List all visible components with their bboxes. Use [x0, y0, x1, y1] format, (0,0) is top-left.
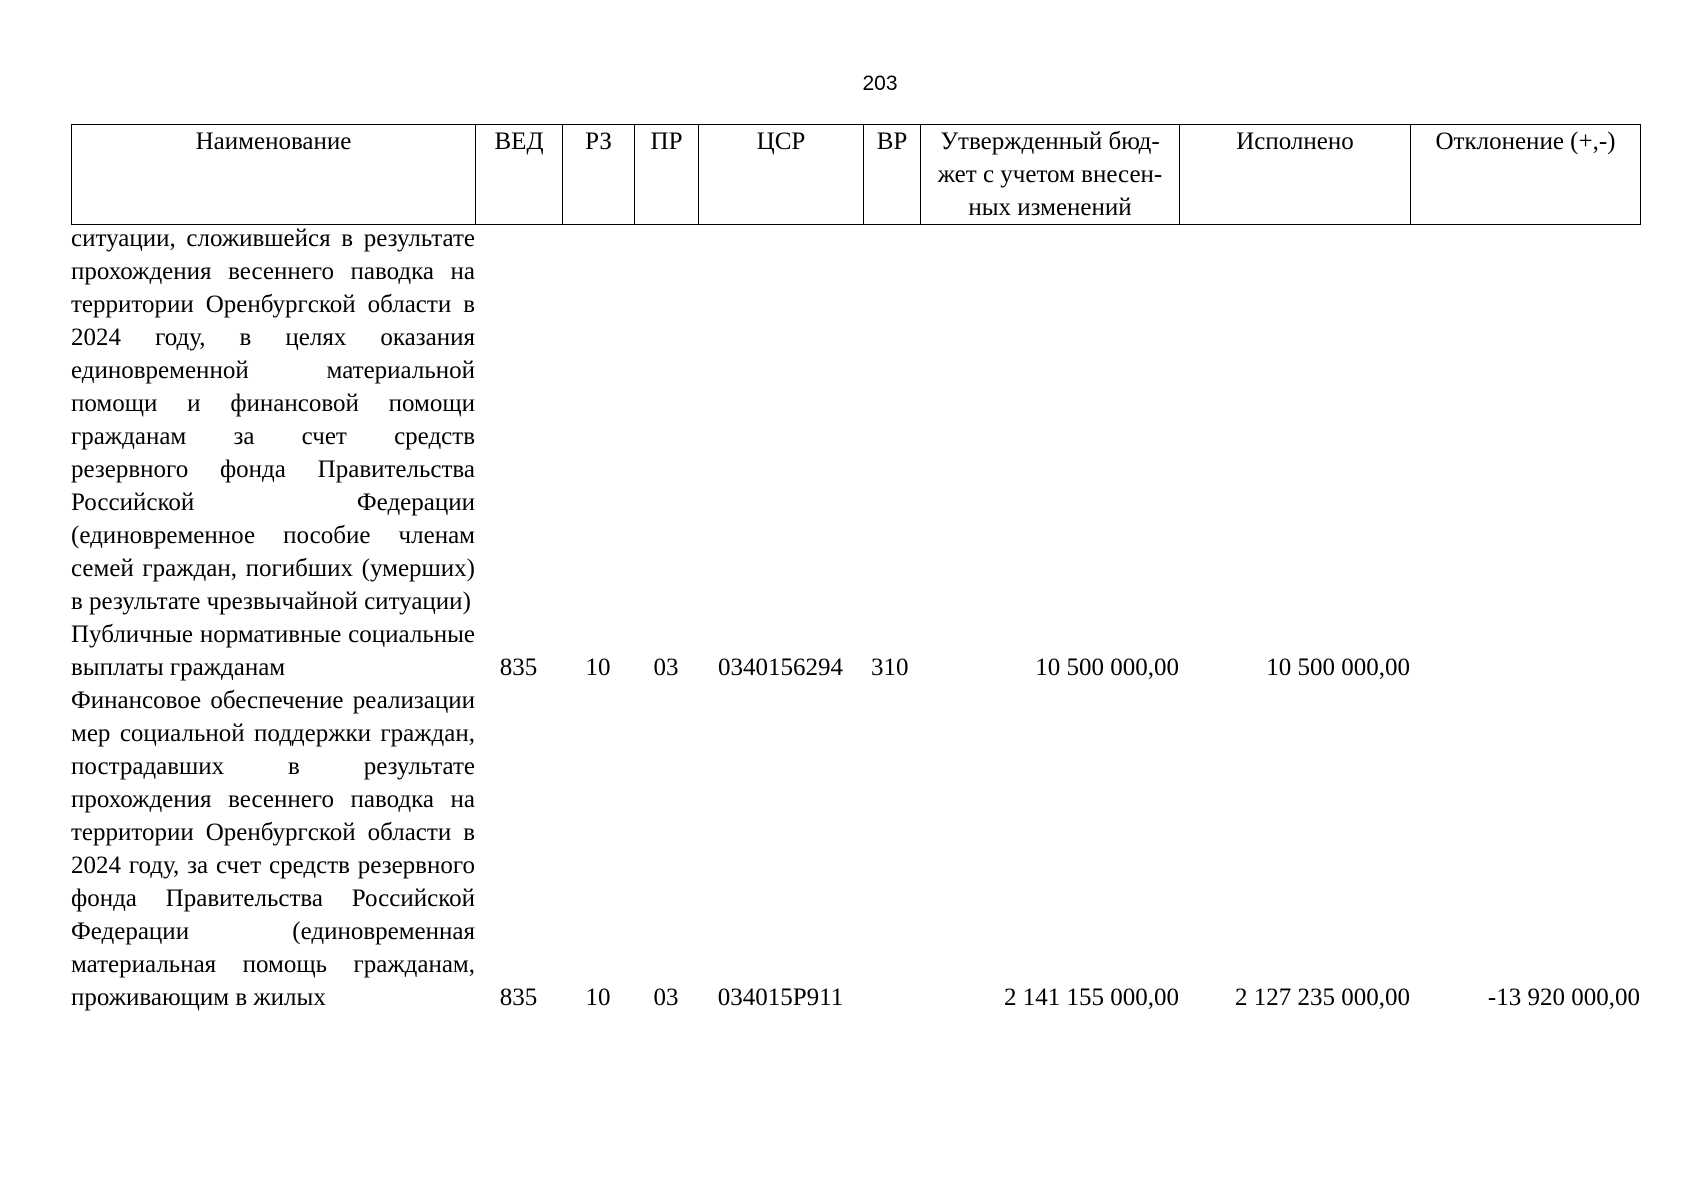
page-number-text: 203 [862, 72, 898, 95]
row-2-done: 2 127 235 000,00 [1235, 984, 1410, 1011]
row-1-pr: 03 [653, 654, 679, 681]
row-2-ved: 835 [499, 984, 538, 1011]
table-row [71, 222, 1640, 618]
row-1-ved: 835 [499, 654, 538, 681]
row-2-vr [863, 684, 920, 1014]
header-pr: ПР [635, 125, 699, 225]
header-done: Исполнено [1180, 125, 1411, 225]
row-1-rz: 10 [585, 654, 611, 681]
header-ved: ВЕД [476, 125, 563, 225]
header-row [72, 125, 1641, 225]
row-0-budget [920, 222, 1179, 618]
row-1-budget: 10 500 000,00 [1035, 654, 1179, 681]
table-row [71, 618, 1640, 684]
row-0-vr [863, 222, 920, 618]
row-1-name: Публичные нормативные социальные выплаты гражданам [71, 621, 475, 681]
table-body [71, 222, 1640, 1014]
row-0-name: ситуации, сложившейся в результате прохождения весеннего паводка на территории Оренбургской области в 2024 году, в целях оказания единовременной материальной помощи и финансовой помощи гражданам за счет средств резервного фонда Правительства Российской Федерации (единовременное пособие членам семей граждан, погибших (умерших) в результате чрезвычайной ситуации) [71, 225, 475, 615]
row-2-deviation: -13 920 000,00 [1487, 984, 1640, 1011]
row-2-name: Финансовое обеспечение реализации мер социальной поддержки граждан, пострадавших в результате прохождения весеннего паводка на территории Оренбургской области в 2024 году, за счет средств резервного фонда Правительства Российской Федерации (единовременная материальная помощь гражданам, проживающим в жилых [71, 687, 475, 1011]
page-number [0, 72, 1697, 96]
header-name: Наименование [72, 125, 476, 225]
header-deviation: Отклонение (+,-) [1411, 125, 1641, 225]
header-vr: ВР [864, 125, 921, 225]
row-2-csr: 034015Р911 [717, 984, 844, 1011]
row-1-vr: 310 [871, 654, 909, 681]
header-csr: ЦСР [699, 125, 864, 225]
row-0-done [1179, 222, 1410, 618]
row-0-ved [475, 222, 562, 618]
row-1-deviation [1410, 618, 1640, 684]
row-0-csr [698, 222, 863, 618]
header-rz: РЗ [563, 125, 635, 225]
row-1-done: 10 500 000,00 [1266, 654, 1410, 681]
row-0-rz [562, 222, 634, 618]
row-2-rz: 10 [585, 984, 611, 1011]
row-2-budget: 2 141 155 000,00 [1004, 984, 1179, 1011]
row-2-pr: 03 [653, 984, 679, 1011]
header-budget-text: Утвержденный бюд-жет с учетом внесен-ных изменений [937, 128, 1163, 221]
header-budget [921, 125, 1180, 225]
row-0-pr [634, 222, 698, 618]
table-row [71, 684, 1640, 1014]
row-1-csr: 0340156294 [718, 654, 843, 681]
row-0-deviation [1410, 222, 1640, 618]
table-header [71, 124, 1641, 225]
